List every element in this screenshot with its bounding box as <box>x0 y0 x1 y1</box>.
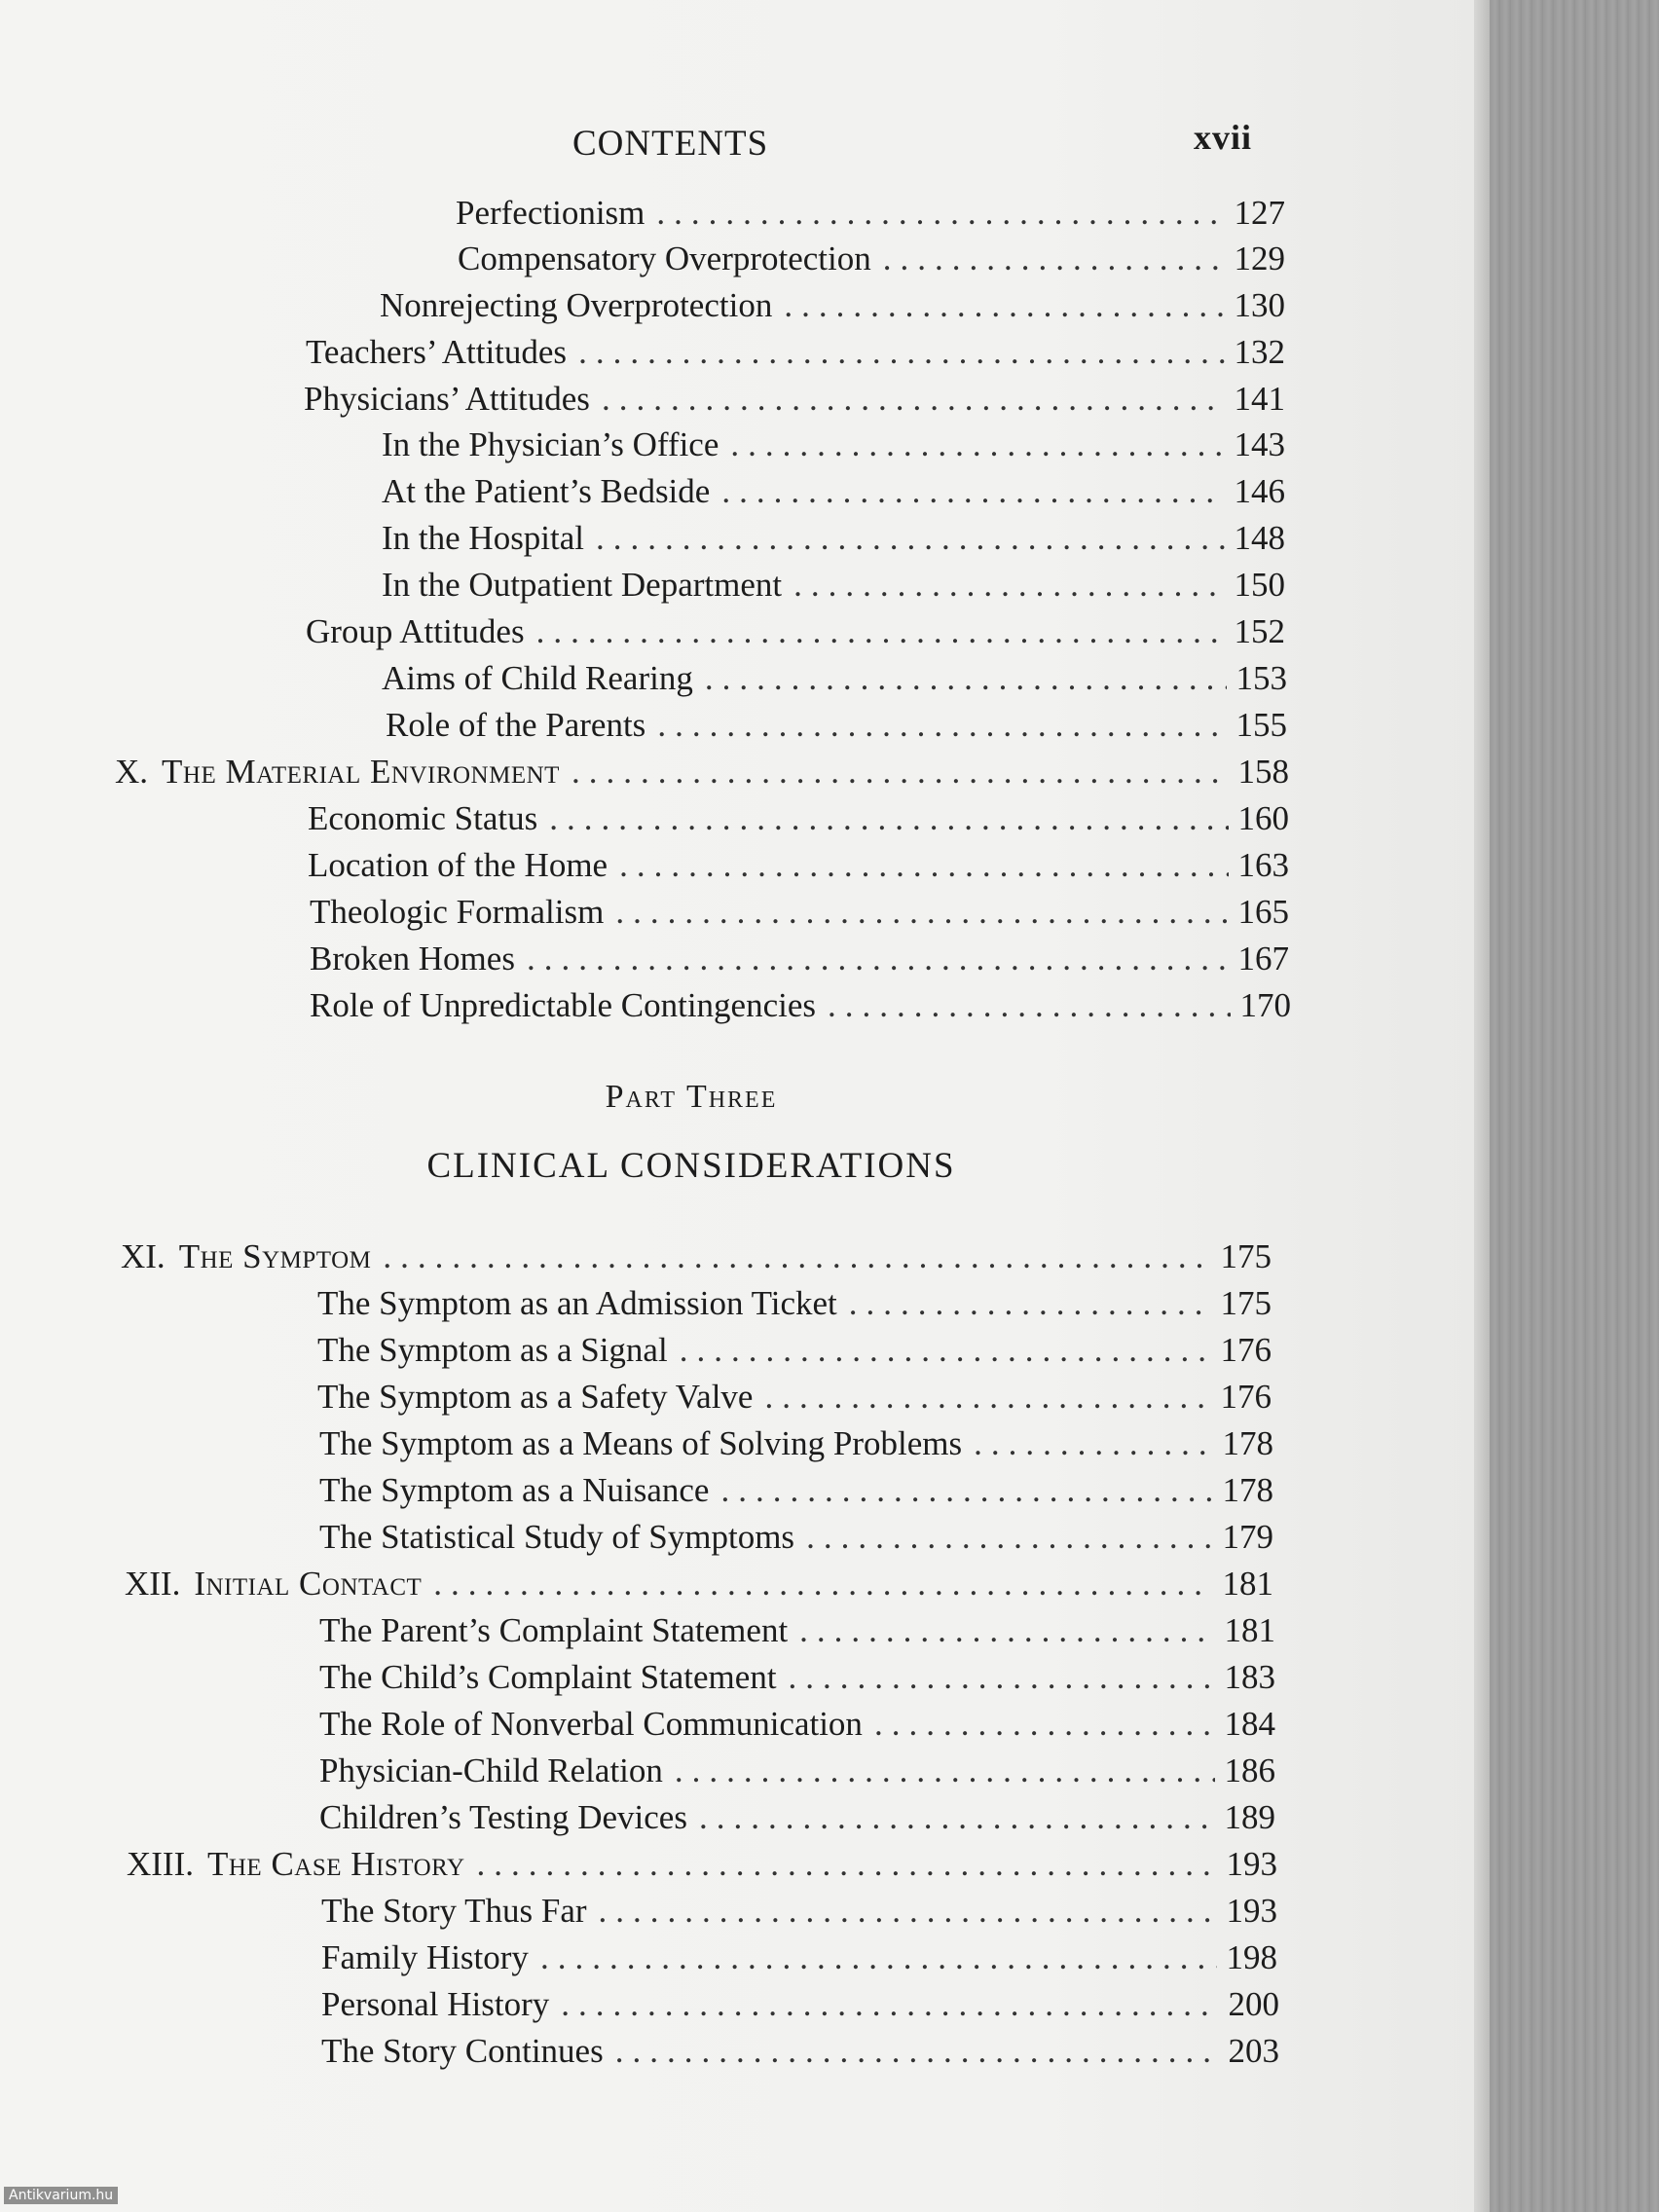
leader-dots <box>721 469 1224 514</box>
leader-dots <box>806 1515 1212 1560</box>
toc-entry <box>458 237 1285 281</box>
toc-entry-title: The Statistical Study of Symptoms <box>319 1518 795 1556</box>
leader-dots <box>675 1749 1215 1793</box>
toc-entry-page: 158 <box>1237 753 1289 791</box>
toc-entry-page: 193 <box>1226 1845 1277 1883</box>
toc-chapter <box>127 1842 1277 1887</box>
toc-entry <box>321 1936 1277 1980</box>
toc-entry-title: The Story Thus Far <box>321 1892 587 1930</box>
toc-entry <box>380 283 1285 328</box>
toc-entry-title: Teachers’ Attitudes <box>306 333 568 371</box>
toc-entry-page: 200 <box>1228 1985 1279 2023</box>
leader-dots <box>680 1328 1211 1373</box>
leader-dots <box>764 1375 1210 1419</box>
toc-entry-page: 143 <box>1234 425 1285 463</box>
toc-entry-title: Aims of Child Rearing <box>382 659 693 697</box>
toc-entry <box>319 1515 1273 1560</box>
toc-chapter-title: Initial Contact <box>194 1565 423 1603</box>
toc-entry-page: 193 <box>1226 1892 1277 1930</box>
leader-dots <box>656 191 1224 236</box>
toc-entry-title: The Symptom as an Admission Ticket <box>317 1284 837 1322</box>
leader-dots <box>578 330 1224 375</box>
toc-entry <box>321 1889 1277 1934</box>
leader-dots <box>730 423 1224 467</box>
toc-entry-page: 141 <box>1234 380 1285 418</box>
leader-dots <box>602 377 1225 422</box>
leader-dots <box>849 1281 1211 1326</box>
toc-entry-page: 181 <box>1224 1611 1275 1649</box>
toc-entry-page: 129 <box>1234 240 1285 277</box>
leader-dots <box>527 937 1229 981</box>
toc-entry-title: The Symptom as a Signal <box>317 1331 668 1369</box>
toc-entry <box>319 1795 1275 1840</box>
leader-dots <box>828 983 1231 1028</box>
toc-entry <box>319 1421 1273 1466</box>
toc-entry-page: 132 <box>1234 333 1285 371</box>
leader-dots <box>619 843 1228 888</box>
leader-dots <box>657 703 1226 748</box>
toc-chapter-title: The Symptom <box>178 1237 372 1275</box>
toc-entry <box>382 563 1285 608</box>
toc-entry <box>306 609 1285 654</box>
toc-entry <box>310 890 1289 935</box>
toc-entry-page: 155 <box>1235 706 1287 744</box>
toc-entry <box>456 191 1285 236</box>
leader-dots <box>615 2029 1219 2074</box>
leader-dots <box>699 1795 1215 1840</box>
leader-dots <box>383 1235 1210 1279</box>
part-heading: CLINICAL CONSIDERATIONS <box>426 1146 956 1186</box>
toc-entry <box>382 423 1285 467</box>
toc-entry-page: 146 <box>1234 472 1285 510</box>
toc-entry-title: The Child’s Complaint Statement <box>319 1658 777 1696</box>
toc-entry-title: Group Attitudes <box>306 612 525 650</box>
toc-entry <box>382 516 1285 561</box>
toc-entry <box>304 377 1285 422</box>
toc-entry-page: 160 <box>1237 799 1289 837</box>
leader-dots <box>599 1889 1217 1934</box>
toc-entry-title: In the Physician’s Office <box>382 425 719 463</box>
toc-entry-title: The Symptom as a Nuisance <box>319 1471 710 1509</box>
leader-dots <box>793 563 1224 608</box>
leader-dots <box>596 516 1224 561</box>
toc-entry <box>317 1375 1272 1419</box>
toc-entry-page: 181 <box>1222 1565 1273 1603</box>
leader-dots <box>705 656 1227 701</box>
leader-dots <box>789 1655 1215 1700</box>
toc-entry-title: At the Patient’s Bedside <box>382 472 711 510</box>
toc-entry-title: The Symptom as a Means of Solving Problems <box>319 1424 963 1462</box>
chapter-number: X. <box>115 753 149 791</box>
chapter-number: XII. <box>125 1565 181 1603</box>
toc-entry <box>308 843 1289 888</box>
toc-chapter <box>125 1562 1273 1606</box>
toc-entry-page: 189 <box>1224 1798 1275 1836</box>
toc-entry-page: 203 <box>1228 2032 1279 2070</box>
toc-entry <box>382 656 1287 701</box>
leader-dots <box>549 796 1228 841</box>
toc-chapter-title: The Material Environment <box>162 753 560 791</box>
toc-entry <box>306 330 1285 375</box>
toc-entry <box>310 983 1291 1028</box>
leader-dots <box>536 609 1225 654</box>
toc-entry-page: 163 <box>1237 846 1289 884</box>
watermark: Antikvarium.hu <box>4 2187 118 2204</box>
leader-dots <box>477 1842 1217 1887</box>
toc-entry-page: 186 <box>1224 1751 1275 1789</box>
leader-dots <box>571 750 1229 794</box>
toc-entry-title: Nonrejecting Overprotection <box>380 286 773 324</box>
toc-entry-title: Role of the Parents <box>386 706 646 744</box>
toc-entry-title: The Role of Nonverbal Communication <box>319 1705 863 1743</box>
page-number: xvii <box>1194 118 1253 157</box>
leader-dots <box>874 1702 1215 1747</box>
toc-entry-title: In the Outpatient Department <box>382 566 783 604</box>
toc-entry-title: Physician-Child Relation <box>319 1751 663 1789</box>
toc-entry-page: 165 <box>1237 893 1289 931</box>
toc-entry-page: 198 <box>1226 1938 1277 1976</box>
chapter-number: XI. <box>121 1237 166 1275</box>
toc-entry <box>319 1702 1275 1747</box>
leader-dots <box>883 237 1225 281</box>
leader-dots <box>720 1468 1212 1513</box>
toc-entry-page: 175 <box>1220 1284 1272 1322</box>
toc-entry-title: Theologic Formalism <box>310 893 605 931</box>
toc-entry-page: 150 <box>1234 566 1285 604</box>
toc-entry <box>319 1468 1273 1513</box>
toc-entry <box>308 796 1289 841</box>
toc-chapter <box>115 750 1289 794</box>
toc-entry <box>319 1749 1275 1793</box>
leader-dots <box>784 283 1224 328</box>
toc-entry-title: In the Hospital <box>382 519 585 557</box>
toc-entry-page: 176 <box>1220 1378 1272 1416</box>
toc-entry-title: Broken Homes <box>310 940 515 977</box>
toc-entry <box>317 1281 1272 1326</box>
toc-entry <box>319 1655 1275 1700</box>
part-label: Part Three <box>605 1079 778 1115</box>
toc-entry-page: 170 <box>1239 986 1291 1024</box>
leader-dots <box>974 1421 1212 1466</box>
page-title: CONTENTS <box>572 124 769 164</box>
page-edge <box>1474 0 1490 2212</box>
toc-entry-title: Personal History <box>321 1985 550 2023</box>
toc-entry <box>321 2029 1279 2074</box>
toc-entry-page: 148 <box>1234 519 1285 557</box>
toc-entry-page: 176 <box>1220 1331 1272 1369</box>
toc-entry-page: 130 <box>1234 286 1285 324</box>
leader-dots <box>561 1982 1218 2027</box>
toc-entry-page: 127 <box>1234 194 1285 232</box>
toc-entry-title: Economic Status <box>308 799 538 837</box>
toc-entry-title: Family History <box>321 1938 529 1976</box>
toc-entry <box>386 703 1287 748</box>
chapter-number: XIII. <box>127 1845 194 1883</box>
leader-dots <box>433 1562 1212 1606</box>
toc-entry-title: Role of Unpredictable Contingencies <box>310 986 816 1024</box>
toc-entry-title: The Symptom as a Safety Valve <box>317 1378 754 1416</box>
leader-dots <box>615 890 1228 935</box>
toc-entry-page: 178 <box>1222 1471 1273 1509</box>
toc-entry-title: Physicians’ Attitudes <box>304 380 590 418</box>
toc-entry-title: The Story Continues <box>321 2032 604 2070</box>
toc-entry-page: 153 <box>1235 659 1287 697</box>
toc-entry <box>317 1328 1272 1373</box>
underlying-pages <box>1490 0 1659 2212</box>
leader-dots <box>540 1936 1217 1980</box>
toc-entry <box>382 469 1285 514</box>
toc-entry-page: 179 <box>1222 1518 1273 1556</box>
toc-chapter-title: The Case History <box>207 1845 465 1883</box>
toc-entry-page: 167 <box>1237 940 1289 977</box>
toc-entry <box>319 1608 1275 1653</box>
toc-chapter <box>121 1235 1272 1279</box>
leader-dots <box>799 1608 1214 1653</box>
toc-entry-title: Compensatory Overprotection <box>458 240 871 277</box>
toc-entry-page: 178 <box>1222 1424 1273 1462</box>
toc-entry-title: The Parent’s Complaint Statement <box>319 1611 789 1649</box>
toc-entry-page: 184 <box>1224 1705 1275 1743</box>
toc-entry-page: 175 <box>1220 1237 1272 1275</box>
toc-entry <box>321 1982 1279 2027</box>
toc-entry-page: 183 <box>1224 1658 1275 1696</box>
toc-entry-title: Location of the Home <box>308 846 608 884</box>
toc-entry-title: Children’s Testing Devices <box>319 1798 687 1836</box>
toc-entry <box>310 937 1289 981</box>
toc-entry-title: Perfectionism <box>456 194 645 232</box>
toc-entry-page: 152 <box>1234 612 1285 650</box>
